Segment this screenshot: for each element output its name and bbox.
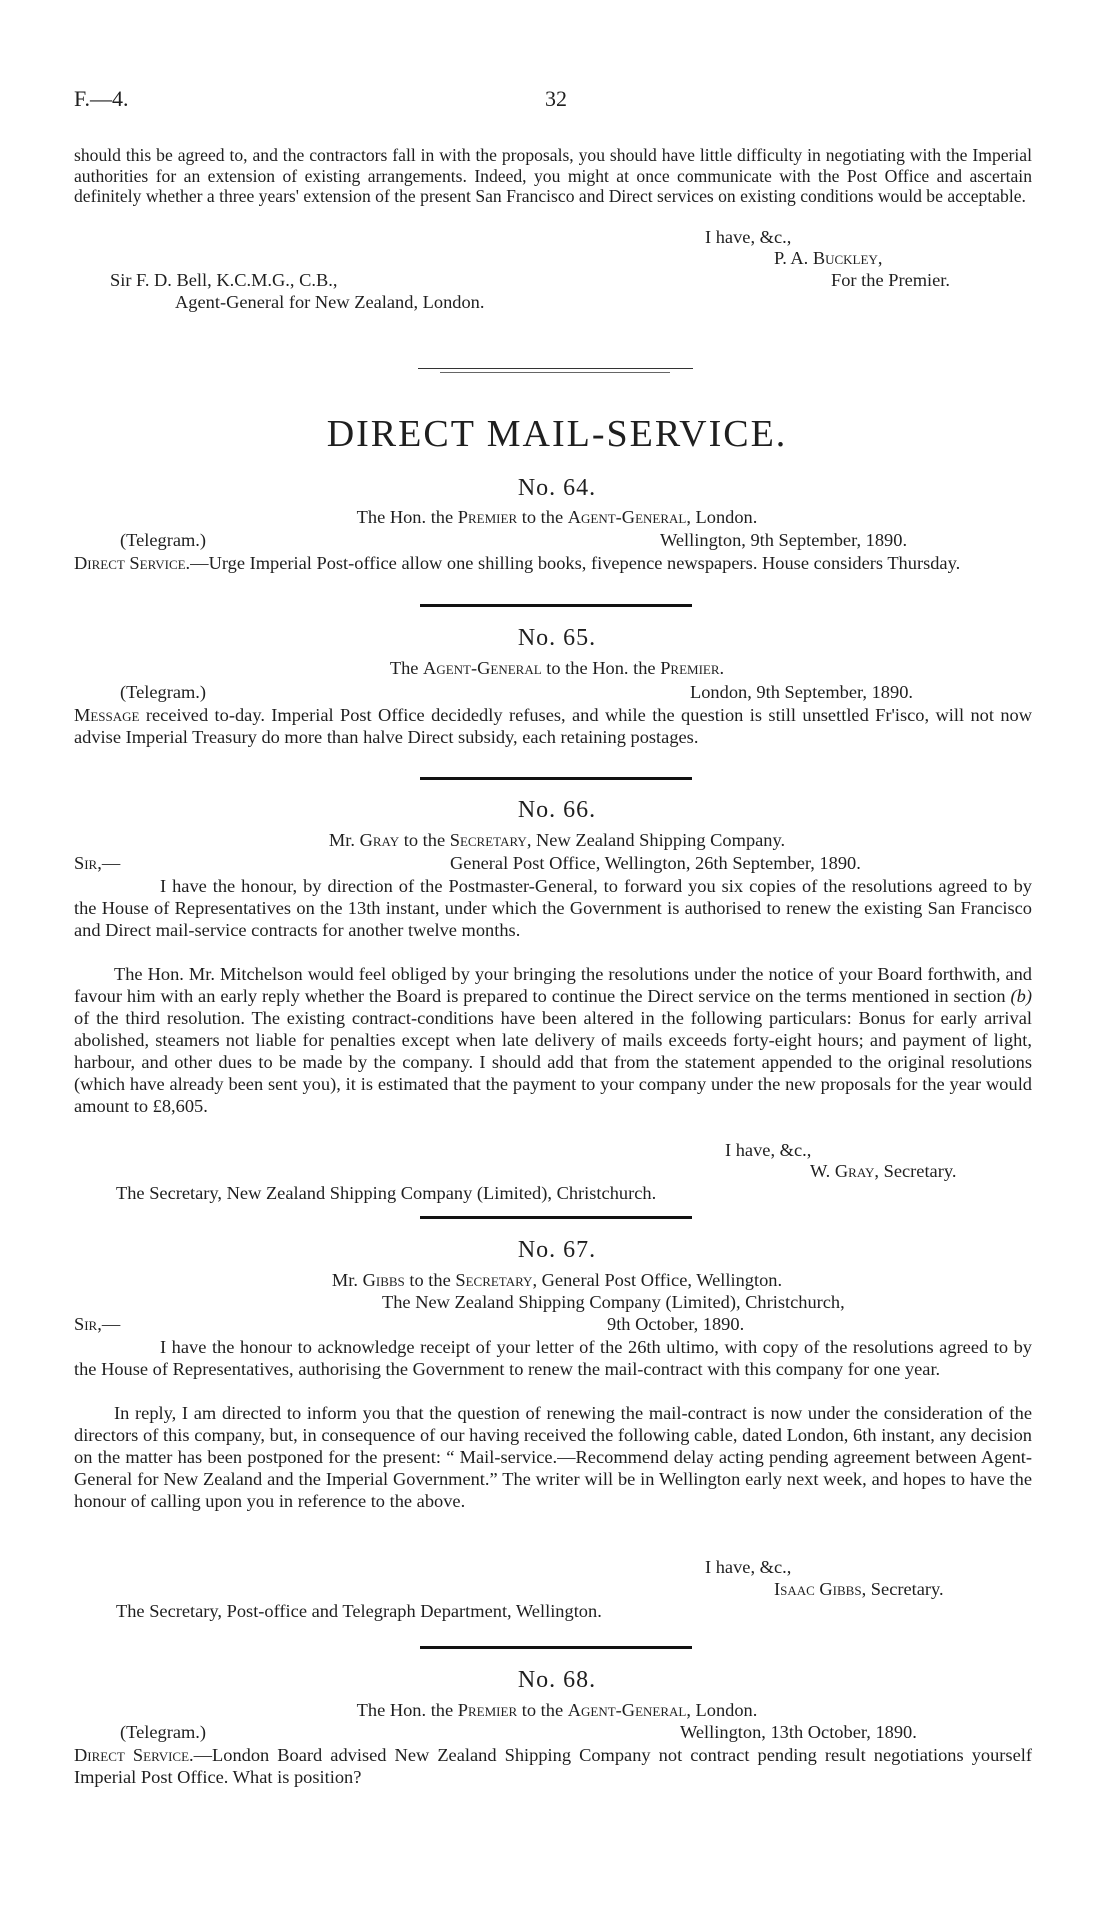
item-66-section-ref: (b) xyxy=(1010,986,1032,1006)
heading-from: Gibbs xyxy=(362,1270,405,1290)
item-65-lead: Message xyxy=(74,705,140,725)
section-title: DIRECT MAIL-SERVICE. xyxy=(326,413,788,455)
intro-signature-title: For the Premier. xyxy=(831,270,951,290)
intro-addressee: Sir F. D. Bell, K.C.M.G., C.B., xyxy=(110,270,338,290)
heading-text: Mr. xyxy=(331,1270,358,1290)
item-66-signature-block xyxy=(810,1161,956,1182)
heading-text: to the xyxy=(403,830,446,850)
heading-text: to the xyxy=(521,507,564,527)
item-66-signature: W. Gray, xyxy=(810,1161,879,1181)
page-number: 32 xyxy=(545,86,567,111)
item-67-para2: In reply, I am directed to inform you that the question of renewing the mail-contract is now under the consideration of the directors of this company, but, in consequence of our having received the following cable, dated London, 6th instant, any decision on the matter has been postponed for the present: “ Mail-service.—Recommend delay acting pending agreement between Agent-General for New Zealand and the Imperial Government.” The writer will be in Wellington early next week, and hopes to have the honour of calling upon you in reference to the above. xyxy=(74,1403,1032,1511)
heading-text: to the xyxy=(521,1700,564,1720)
heading-text: to the Hon. the xyxy=(546,658,656,678)
item-64-rule xyxy=(420,604,692,607)
heading-text: , London. xyxy=(686,1700,758,1720)
heading-text: . xyxy=(719,658,725,678)
item-65-type: (Telegram.) xyxy=(120,682,207,702)
heading-text: , General Post Office, Wellington. xyxy=(532,1270,783,1290)
item-67-address: The New Zealand Shipping Company (Limited), Christchurch, xyxy=(382,1292,845,1312)
item-66-number: No. 66. xyxy=(517,797,597,823)
heading-to: Secretary xyxy=(449,830,527,850)
heading-text: The Hon. the xyxy=(356,507,454,527)
item-67-signature-block xyxy=(774,1579,944,1600)
item-65-number: No. 65. xyxy=(517,625,597,651)
item-65-heading xyxy=(0,658,1114,679)
item-67-rule xyxy=(420,1646,692,1649)
intro-addressee-line2: Agent-General for New Zealand, London. xyxy=(175,292,485,312)
heading-text: , New Zealand Shipping Company. xyxy=(526,830,786,850)
item-67-closing: I have, &c., xyxy=(705,1557,792,1577)
item-66-para2-text: The Hon. Mr. Mitchelson would feel obliged by your bringing the resolutions under the notice of your Board forthwith, and favour him with an early reply whether the Board is prepared to continue the Direct service on the terms mentioned in section xyxy=(74,964,1032,1006)
item-66-salutation: Sir,— xyxy=(74,853,121,873)
heading-from: Agent-General xyxy=(423,658,542,678)
heading-to: Premier xyxy=(660,658,720,678)
intro-signature xyxy=(774,248,882,269)
item-67-addressee: The Secretary, Post-office and Telegraph Department, Wellington. xyxy=(116,1601,602,1621)
item-64-text: —Urge Imperial Post-office allow one shilling books, fivepence newspapers. House considers Thursday. xyxy=(190,553,961,573)
heading-from: Gray xyxy=(359,830,400,850)
item-64-heading xyxy=(0,507,1114,528)
item-65-body xyxy=(74,704,1032,748)
heading-text: to the xyxy=(409,1270,451,1290)
item-66-para1: I have the honour, by direction of the Postmaster-General, to forward you six copies of the resolutions agreed to by the House of Representatives on the 13th instant, under which the Government is authorised to renew the existing San Francisco and Direct mail-service contracts for another twelve months. xyxy=(74,876,1032,940)
item-68-number: No. 68. xyxy=(517,1667,597,1693)
heading-from: Premier xyxy=(457,1700,518,1720)
heading-text: Mr. xyxy=(328,830,355,850)
item-66-heading xyxy=(0,830,1114,851)
item-68-type: (Telegram.) xyxy=(120,1722,207,1742)
item-68-lead: Direct Service. xyxy=(74,1745,194,1765)
heading-to: Secretary xyxy=(455,1270,533,1290)
item-66-closing: I have, &c., xyxy=(725,1140,812,1160)
decorative-divider xyxy=(418,368,693,369)
item-64-lead: Direct Service. xyxy=(74,553,191,573)
item-64-number: No. 64. xyxy=(517,475,597,501)
heading-from: Premier xyxy=(457,507,518,527)
item-68-text: —London Board advised New Zealand Shipping Company not contract pending result negotiations yourself Imperial Post Office. What is position? xyxy=(74,1745,1032,1787)
heading-text: The Hon. the xyxy=(356,1700,454,1720)
item-67-date: 9th October, 1890. xyxy=(607,1314,745,1334)
item-65-dateline: London, 9th September, 1890. xyxy=(690,682,913,702)
intro-body: should this be agreed to, and the contractors fall in with the proposals, you should have little difficulty in negotiating with the Imperial authorities for an extension of existing arrangements. Indeed, you might at once communicate with the Post Office and ascertain definitely whether a three years' extension of the present San Francisco and Direct services on existing conditions would be acceptable. xyxy=(74,145,1032,206)
item-65-text: received to-day. Imperial Post Office decidedly refuses, and while the question is still unsettled Fr'isco, will not now advise Imperial Treasury do more than halve Direct subsidy, each retaining postages. xyxy=(74,705,1032,747)
item-67-salutation: Sir,— xyxy=(74,1314,121,1334)
item-64-dateline: Wellington, 9th September, 1890. xyxy=(660,530,908,550)
item-66-dateline: General Post Office, Wellington, 26th September, 1890. xyxy=(450,853,861,873)
heading-to: Agent-General xyxy=(567,507,687,527)
page-ref: F.—4. xyxy=(74,86,129,111)
item-68-heading xyxy=(0,1700,1114,1721)
item-67-signature: Isaac Gibbs, xyxy=(774,1579,867,1599)
item-67-signature-title: Secretary. xyxy=(870,1579,944,1599)
item-67-para1: I have the honour to acknowledge receipt of your letter of the 26th ultimo, with copy of the resolutions agreed to by the House of Representatives, authorising the Government to renew the mail-contract with this company for one year. xyxy=(74,1337,1032,1379)
intro-closing: I have, &c., xyxy=(705,227,792,247)
item-67-number: No. 67. xyxy=(517,1237,597,1263)
item-67-heading xyxy=(0,1270,1114,1291)
item-66-addressee: The Secretary, New Zealand Shipping Company (Limited), Christchurch. xyxy=(116,1183,657,1203)
item-64-body xyxy=(74,552,1032,574)
item-64-type: (Telegram.) xyxy=(120,530,207,550)
heading-text: The xyxy=(389,658,419,678)
item-66-para2-text: of the third resolution. The existing contract-conditions have been altered in the following particulars: Bonus for early arrival abolished, steamers not liable for penalties except when late delivery of mails exceeds forty-eight hours; and payment of light, harbour, and other dues to be made by the company. I should add that from the statement appended to the original resolutions (which have already been sent you), it is estimated that the payment to your company under the new proposals for the year would amount to £8,605. xyxy=(74,1008,1032,1116)
intro-signature-name: P. A. Buckley, xyxy=(774,248,883,268)
item-66-rule xyxy=(420,1216,692,1219)
heading-text: , London. xyxy=(686,507,758,527)
decorative-divider-2 xyxy=(440,372,670,373)
item-68-body xyxy=(74,1744,1032,1788)
heading-to: Agent-General xyxy=(567,1700,687,1720)
item-66-signature-title: Secretary. xyxy=(883,1161,957,1181)
item-68-dateline: Wellington, 13th October, 1890. xyxy=(680,1722,917,1742)
item-66-para2 xyxy=(74,963,1032,1117)
item-65-rule xyxy=(420,777,692,780)
